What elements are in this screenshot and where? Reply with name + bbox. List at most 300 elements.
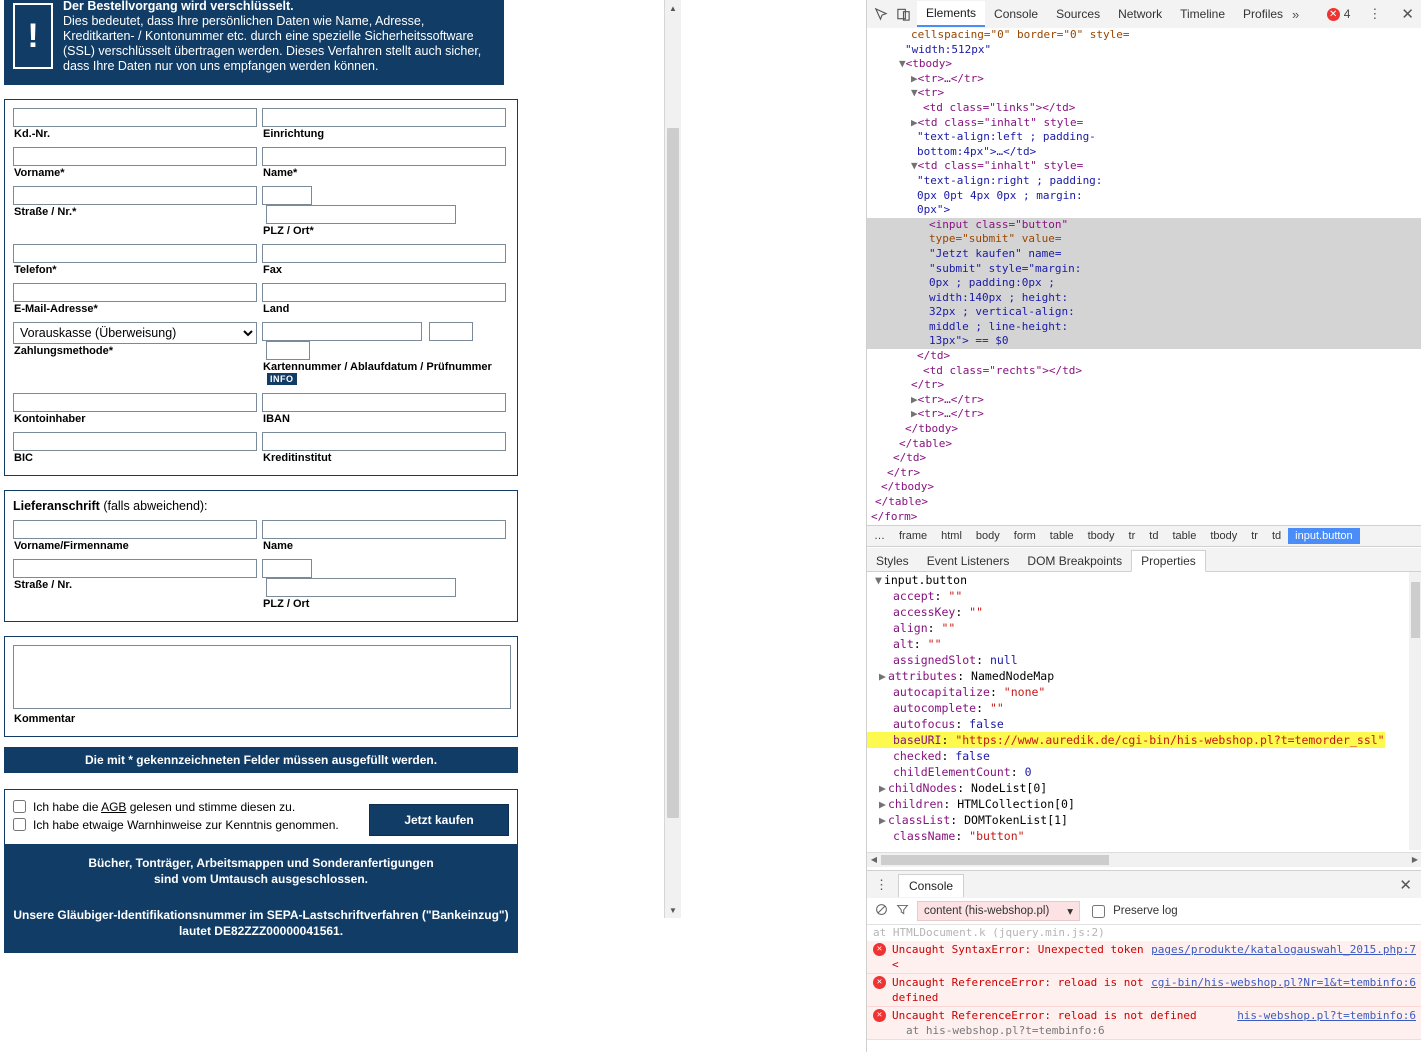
error-icon: ✕: [873, 976, 886, 989]
dom-line: [867, 43, 1421, 58]
dom-line: [867, 495, 1421, 510]
field-kartennummer: [262, 322, 509, 391]
horizontal-scrollbar[interactable]: [867, 852, 1421, 867]
console-message[interactable]: [867, 941, 1421, 974]
vorname-label: Vorname*: [14, 167, 65, 179]
dom-line-text: </table>: [899, 436, 952, 450]
dom-line-selected[interactable]: [867, 218, 1421, 233]
dom-line-text: </td>: [893, 451, 927, 465]
form-row: [13, 432, 509, 469]
error-icon: ✕: [873, 943, 886, 956]
iban-input[interactable]: [262, 393, 506, 412]
sidebar-tabs: [867, 548, 1421, 572]
property-row[interactable]: ▶ children: HTMLCollection[0]: [879, 797, 1075, 811]
form-row: [13, 559, 509, 615]
card-expiry-input[interactable]: [429, 322, 473, 341]
delivery-strasse-input[interactable]: [13, 559, 257, 578]
dom-line-text: "text-align:right ; padding:: [917, 173, 1103, 187]
property-row[interactable]: alt: "": [893, 637, 942, 651]
property-row[interactable]: ▶ attributes: NamedNodeMap: [879, 669, 1055, 683]
property-key: checked: [893, 749, 942, 763]
tab-timeline[interactable]: Timeline: [1180, 7, 1226, 21]
agb-text: [33, 798, 295, 816]
agb-checkbox[interactable]: [13, 800, 26, 813]
kontoinhaber-label: Kontoinhaber: [14, 413, 86, 425]
dom-line-text: </td>: [917, 349, 951, 363]
form-row: [13, 244, 509, 281]
ssl-notice-title: Der Bestellvorgang wird verschlüsselt.: [63, 0, 294, 13]
einrichtung-label: Einrichtung: [263, 128, 325, 140]
breadcrumb-item-frame[interactable]: frame: [899, 530, 928, 542]
kebab-menu-icon[interactable]: ⋮: [875, 877, 890, 892]
breadcrumb-item-td[interactable]: td: [1149, 530, 1159, 542]
dom-line[interactable]: ▶<tr>…</tr>: [911, 392, 984, 406]
property-value: HTMLCollection[0]: [957, 797, 1075, 811]
ort-input[interactable]: [266, 205, 456, 224]
dom-line-text: <td class="rechts"></td>: [923, 363, 1082, 377]
form-row: [13, 520, 509, 557]
dom-line-text: "text-align:left ; padding-: [917, 130, 1096, 144]
dom-line: [867, 28, 1421, 43]
exclamation-mark-icon: !: [13, 3, 53, 69]
dom-line-text: <input class="button": [929, 217, 1069, 231]
preserve-log-toggle[interactable]: [1088, 902, 1178, 921]
preserve-log-label: Preserve log: [1113, 905, 1178, 917]
dom-line-selected[interactable]: [867, 262, 1421, 277]
property-value: "button": [969, 829, 1025, 843]
property-value: 0: [1024, 765, 1032, 779]
devtools-toolbar-right: [1327, 5, 1421, 23]
property-value: false: [969, 717, 1004, 731]
property-value: "": [989, 701, 1004, 715]
dom-line-text: "width:512px": [905, 42, 992, 56]
field-iban: [262, 393, 509, 430]
dom-line: [867, 451, 1421, 466]
close-icon[interactable]: ✕: [1399, 877, 1412, 894]
field-delivery-plz-ort: [262, 559, 509, 615]
console-message[interactable]: [867, 974, 1421, 1007]
console-log[interactable]: [867, 924, 1421, 1052]
dom-line: [867, 130, 1421, 145]
dom-line: [867, 378, 1421, 393]
delivery-heading-bold: Lieferanschrift: [13, 499, 100, 513]
dom-line: [867, 466, 1421, 481]
dom-line-text: "submit" style="margin:: [929, 261, 1082, 275]
console-context-label: content (his-webshop.pl): [924, 905, 1050, 917]
email-input[interactable]: [13, 283, 257, 302]
dom-line-selected[interactable]: [867, 247, 1421, 262]
required-fields-note: Die mit * gekennzeichneten Felder müssen ausgefüllt werden.: [4, 747, 518, 773]
devtools-toolbar-icons: [867, 7, 917, 22]
dom-line-text: <tr>…</tr>: [917, 392, 984, 406]
tab-profiles[interactable]: Profiles: [1243, 7, 1284, 21]
properties-scrollbar[interactable]: [1409, 572, 1421, 850]
chevron-down-icon[interactable]: ▾: [1067, 906, 1074, 918]
agreement-checkboxes: [13, 798, 339, 834]
land-label: Land: [263, 303, 290, 315]
error-icon: ✕: [873, 1009, 886, 1022]
property-value: DOMTokenList[1]: [964, 813, 1068, 827]
property-row[interactable]: autocomplete: "": [893, 701, 1004, 715]
field-land: [262, 283, 509, 320]
bic-label: BIC: [14, 452, 33, 464]
property-key: alt: [893, 637, 914, 651]
dom-line: [867, 422, 1421, 437]
console-message-text: at HTMLDocument.k (jquery.min.js:2): [873, 926, 1105, 939]
dom-line[interactable]: ▼<tbody>: [899, 57, 952, 71]
name-label: Name*: [263, 167, 298, 179]
dom-tree[interactable]: [867, 28, 1421, 521]
property-key: children: [887, 797, 944, 811]
dom-line-text: width:140px ; height:: [929, 290, 1069, 304]
field-plz-ort: [262, 186, 509, 242]
form-row: [13, 322, 509, 391]
ssl-notice: [4, 0, 504, 85]
card-cvc-input[interactable]: [266, 341, 310, 360]
breadcrumb-item-tbody2[interactable]: tbody: [1210, 530, 1238, 542]
breadcrumb-item-tr[interactable]: tr: [1128, 530, 1136, 542]
dom-line-text: 32px ; vertical-align:: [929, 305, 1075, 319]
breadcrumb-item-0[interactable]: …: [874, 530, 885, 542]
scrollbar-thumb[interactable]: [1411, 582, 1420, 638]
console-filter-bar: [867, 898, 1421, 925]
delivery-ort-input[interactable]: [266, 578, 456, 597]
property-key: childNodes: [887, 781, 958, 795]
tab-styles[interactable]: Styles: [876, 554, 909, 568]
kdnr-label: Kd.-Nr.: [14, 128, 51, 140]
kontoinhaber-input[interactable]: [13, 393, 257, 412]
breadcrumb[interactable]: [867, 525, 1421, 547]
dom-line-text: bottom:4px">…</td>: [917, 144, 1037, 158]
inspect-element-icon[interactable]: [873, 7, 888, 22]
dom-line: [867, 437, 1421, 452]
dom-line-text: </tr>: [887, 465, 921, 479]
property-key: autocapitalize: [893, 685, 990, 699]
property-value: "": [927, 637, 942, 651]
property-key: className: [893, 829, 956, 843]
field-einrichtung: [262, 108, 509, 145]
property-value: "": [969, 605, 984, 619]
property-row[interactable]: autofocus: false: [893, 717, 1004, 731]
dom-line[interactable]: ▼<tr>: [911, 86, 945, 100]
breadcrumb-item-table[interactable]: table: [1049, 530, 1074, 542]
land-input[interactable]: [262, 283, 506, 302]
kreditinstitut-input[interactable]: [262, 432, 506, 451]
dom-line: [867, 510, 1421, 521]
property-key: assignedSlot: [893, 653, 977, 667]
preserve-log-checkbox[interactable]: [1092, 905, 1105, 918]
footer-line3: Unsere Gläubiger-Identifikationsnummer im SEPA-Lastschriftverfahren ("Bankeinzug"): [13, 908, 509, 922]
field-name: [262, 147, 509, 184]
tab-console-drawer[interactable]: Console: [898, 874, 964, 897]
breadcrumb-item-html[interactable]: html: [941, 530, 962, 542]
dom-line[interactable]: ▶<td class="inhalt" style=: [911, 115, 1084, 129]
dom-line[interactable]: ▼<td class="inhalt" style=: [911, 159, 1084, 173]
agreement-panel: [4, 789, 518, 845]
property-row[interactable]: ▶ classList: DOMTokenList[1]: [879, 813, 1068, 827]
buy-now-button[interactable]: Jetzt kaufen: [369, 804, 509, 836]
field-kontoinhaber: [13, 393, 258, 430]
card-number-input[interactable]: [262, 322, 422, 341]
property-row[interactable]: childElementCount: 0: [893, 765, 1032, 779]
comment-textarea[interactable]: [13, 645, 511, 709]
property-value: "": [948, 589, 963, 603]
customer-panel: [4, 99, 518, 476]
dom-line-text: </tbody>: [881, 480, 934, 494]
console-message: [867, 924, 1421, 941]
comment-label: Kommentar: [14, 713, 76, 725]
devtools-panel: [866, 0, 1421, 1052]
delivery-plz-ort-label: PLZ / Ort: [263, 598, 310, 610]
property-key: autofocus: [893, 717, 956, 731]
delivery-panel: [4, 490, 518, 622]
dom-line[interactable]: ▶<tr>…</tr>: [911, 407, 984, 421]
property-key: baseURI: [893, 733, 942, 747]
vorname-input[interactable]: [13, 147, 257, 166]
field-zahlungsmethode: [13, 322, 258, 391]
einrichtung-input[interactable]: [262, 108, 506, 127]
error-count: 4: [1343, 7, 1351, 21]
page-footer-note: [4, 845, 518, 953]
dom-line-selected[interactable]: [867, 232, 1421, 247]
form-row: [13, 186, 509, 242]
console-message-source[interactable]: his-webshop.pl?t=tembinfo:6: [1237, 1009, 1416, 1022]
console-drawer-header: [867, 870, 1421, 899]
breadcrumb-item-input-button[interactable]: input.button: [1288, 528, 1360, 544]
strasse-input[interactable]: [13, 186, 257, 205]
console-message-source[interactable]: pages/produkte/katalogauswahl_2015.php:7: [1151, 943, 1416, 956]
dom-line[interactable]: ▶<tr>…</tr>: [911, 71, 984, 85]
dom-line: [867, 364, 1421, 379]
dom-line-text: </table>: [875, 495, 928, 508]
clear-console-icon[interactable]: [875, 903, 888, 919]
fax-label: Fax: [263, 264, 282, 276]
dom-line: [867, 349, 1421, 364]
property-key: attributes: [887, 669, 958, 683]
dom-line: [867, 189, 1421, 204]
tab-network[interactable]: Network: [1118, 7, 1163, 21]
bic-input[interactable]: [13, 432, 257, 451]
dom-line-text: </tbody>: [905, 422, 958, 436]
tab-properties[interactable]: Properties: [1131, 550, 1206, 572]
scroll-left-icon[interactable]: ◀: [870, 855, 878, 864]
email-label: E-Mail-Adresse*: [14, 303, 98, 315]
footer-line2: sind vom Umtausch ausgeschlossen.: [153, 872, 369, 886]
card-label: [263, 361, 509, 386]
error-icon: ✕: [1327, 8, 1340, 21]
dom-line-selected[interactable]: [867, 334, 1421, 349]
agb-link[interactable]: AGB: [101, 800, 127, 814]
delivery-name-label: Name: [263, 540, 293, 552]
property-key: childElementCount: [893, 765, 1011, 779]
dom-line-text: 0px ; padding:0px ;: [929, 276, 1055, 290]
field-delivery-vorname: [13, 520, 258, 557]
breadcrumb-item-table2[interactable]: table: [1172, 530, 1197, 542]
delivery-plz-input[interactable]: [262, 559, 312, 578]
property-value: null: [989, 653, 1018, 667]
console-message-stack[interactable]: at his-webshop.pl?t=tembinfo:6: [906, 1024, 1105, 1037]
dom-line-text: type="submit" value=: [929, 232, 1062, 246]
iban-label: IBAN: [263, 413, 290, 425]
delivery-heading-rest: (falls abweichend):: [99, 499, 208, 513]
agb-text-pre: Ich habe die: [33, 800, 102, 814]
warnings-text: Ich habe etwaige Warnhinweise zur Kenntnis genommen.: [33, 818, 339, 832]
property-value: "https://www.auredik.de/cgi-bin/his-webshop.pl?t=temorder_ssl": [955, 733, 1385, 747]
agb-text-post: gelesen und stimme diesen zu.: [126, 800, 296, 814]
order-form: [4, 0, 520, 953]
telefon-label: Telefon*: [14, 264, 57, 276]
close-icon[interactable]: ✕: [1401, 6, 1414, 23]
breadcrumb-item-td2[interactable]: td: [1271, 530, 1282, 542]
console-message-text: Uncaught SyntaxError: Unexpected token <: [892, 943, 1144, 971]
property-row[interactable]: checked: false: [893, 749, 990, 763]
dom-line-text: <td class="links"></td>: [923, 100, 1076, 114]
properties-root-row[interactable]: ▼ input.button: [875, 573, 968, 587]
breadcrumb-item-body[interactable]: body: [975, 530, 1000, 542]
properties-list[interactable]: [867, 572, 1421, 850]
property-row[interactable]: align: "": [893, 621, 956, 635]
field-email: [13, 283, 258, 320]
tab-sources[interactable]: Sources: [1056, 7, 1101, 21]
properties-root-label: input.button: [883, 573, 968, 587]
delivery-strasse-label: Straße / Nr.: [14, 579, 73, 591]
dom-line-text: <tr>…</tr>: [917, 407, 984, 421]
field-delivery-name: [262, 520, 509, 557]
property-value: NodeList[0]: [971, 781, 1048, 795]
breadcrumb-item-form[interactable]: form: [1013, 530, 1036, 542]
property-row[interactable]: autocapitalize: "none": [893, 685, 1046, 699]
property-value: "": [941, 621, 956, 635]
payment-method-select[interactable]: [13, 322, 257, 344]
console-context-selector[interactable]: [917, 901, 1080, 921]
field-fax: [262, 244, 509, 281]
property-value: false: [955, 749, 990, 763]
ssl-notice-body: Dies bedeutet, dass Ihre persönlichen Daten wie Name, Adresse, Kreditkarten- / Kontonummer etc. durch eine spezielle Sicherheitssoftware (SSL) verschlüsselt übertragen werden. Dieses Verfahren stellt auch sicher, dass Ihre Daten nur von uns empfangen werden können.: [63, 14, 482, 73]
field-kreditinstitut: [262, 432, 509, 469]
more-tabs-icon[interactable]: »: [1292, 6, 1300, 22]
breadcrumb-item-tbody[interactable]: tbody: [1087, 530, 1115, 542]
dom-line-selected[interactable]: [867, 291, 1421, 306]
dom-line-selected[interactable]: [867, 320, 1421, 335]
property-key: classList: [887, 813, 951, 827]
delivery-vorname-input[interactable]: [13, 520, 257, 539]
field-strasse: [13, 186, 258, 242]
delivery-name-input[interactable]: [262, 520, 506, 539]
field-vorname: [13, 147, 258, 184]
strasse-label: Straße / Nr.*: [14, 206, 77, 218]
dom-line-text: 0px">: [917, 203, 951, 217]
warnings-checkbox[interactable]: [13, 818, 26, 831]
device-toolbar-icon[interactable]: [896, 7, 911, 22]
tab-event-listeners[interactable]: Event Listeners: [926, 554, 1010, 568]
scroll-up-icon[interactable]: ▲: [669, 3, 677, 13]
devtools-tabs: [917, 1, 1299, 27]
name-input[interactable]: [262, 147, 506, 166]
console-message-text: [892, 1008, 1231, 1038]
page-gutter: [743, 0, 866, 1052]
property-row[interactable]: accept: "": [893, 589, 963, 603]
dom-line-selected[interactable]: [867, 305, 1421, 320]
dom-line-text: 0px 0pt 4px 0px ; margin:: [917, 188, 1083, 202]
property-row[interactable]: className: "button": [893, 829, 1025, 843]
field-delivery-strasse: [13, 559, 258, 615]
telefon-input[interactable]: [13, 244, 257, 263]
property-key: accept: [893, 589, 935, 603]
console-message[interactable]: [867, 1007, 1421, 1040]
scroll-down-icon[interactable]: ▼: [669, 905, 677, 915]
breadcrumb-item-tr2[interactable]: tr: [1251, 530, 1258, 542]
dom-line: [867, 203, 1421, 218]
fax-input[interactable]: [262, 244, 506, 263]
scroll-right-icon[interactable]: ▶: [1411, 855, 1419, 864]
property-row[interactable]: assignedSlot: null: [893, 653, 1018, 667]
dom-line-text: 13px"> == $0: [929, 334, 1009, 348]
agb-checkbox-row[interactable]: [13, 798, 339, 816]
dom-line-text: </form>: [871, 509, 918, 521]
kebab-menu-icon[interactable]: ⋮: [1368, 6, 1384, 21]
kreditinstitut-label: Kreditinstitut: [263, 452, 332, 464]
tab-elements[interactable]: Elements: [917, 1, 985, 27]
property-row[interactable]: ▶ childNodes: NodeList[0]: [879, 781, 1048, 795]
console-message-main: Uncaught ReferenceError: reload is not defined: [892, 1009, 1197, 1022]
dom-line-text: <tbody>: [905, 57, 952, 71]
comment-panel: [4, 636, 518, 737]
form-row: [13, 283, 509, 320]
error-count-badge[interactable]: [1327, 7, 1351, 21]
dom-line: [867, 174, 1421, 189]
dom-line-text: "Jetzt kaufen" name=: [929, 246, 1062, 260]
property-key: align: [893, 621, 928, 635]
page-scrollbar[interactable]: [664, 0, 681, 918]
warnings-checkbox-row[interactable]: [13, 816, 339, 834]
dom-line-text: cellspacing="0" border="0" style=: [911, 28, 1130, 41]
dom-line-text: <td class="inhalt" style=: [917, 159, 1084, 173]
delivery-heading: [13, 499, 509, 513]
tab-dom-breakpoints[interactable]: DOM Breakpoints: [1027, 554, 1123, 568]
dom-line: [867, 480, 1421, 495]
payment-method-label: Zahlungsmethode*: [14, 345, 114, 357]
scrollbar-thumb[interactable]: [881, 855, 1109, 865]
dom-line-text: middle ; line-height:: [929, 319, 1069, 333]
field-telefon: [13, 244, 258, 281]
field-kdnr: [13, 108, 258, 145]
form-row: [13, 393, 509, 430]
kdnr-input[interactable]: [13, 108, 257, 127]
tab-console[interactable]: Console: [994, 7, 1039, 21]
property-row[interactable]: accessKey: "": [893, 605, 984, 619]
ssl-notice-text: [63, 0, 495, 74]
scrollbar-thumb[interactable]: [667, 128, 679, 818]
property-key: autocomplete: [893, 701, 977, 715]
devtools-toolbar: [867, 0, 1421, 29]
footer-spacer: [10, 887, 512, 907]
dom-line: [867, 101, 1421, 116]
footer-line4: lautet DE82ZZZ00000041561.: [178, 924, 344, 938]
info-badge[interactable]: INFO: [267, 373, 297, 385]
console-message-text: Uncaught ReferenceError: reload is not defined: [892, 976, 1144, 1004]
card-label-text: Kartennummer / Ablaufdatum / Prüfnummer: [263, 361, 492, 373]
dom-line-text: <tr>…</tr>: [917, 71, 984, 85]
form-row: [13, 147, 509, 184]
property-value: NamedNodeMap: [971, 669, 1055, 683]
property-key: accessKey: [893, 605, 956, 619]
filter-icon[interactable]: [896, 903, 909, 919]
property-row-highlighted[interactable]: baseURI: "https://www.auredik.de/cgi-bin/his-webshop.pl?t=temorder_ssl": [867, 732, 1385, 748]
console-message-source[interactable]: cgi-bin/his-webshop.pl?Nr=1&t=tembinfo:6: [1151, 976, 1416, 989]
dom-line-text: <tr>: [917, 86, 945, 100]
dom-line-selected[interactable]: [867, 276, 1421, 291]
plz-input[interactable]: [262, 186, 312, 205]
